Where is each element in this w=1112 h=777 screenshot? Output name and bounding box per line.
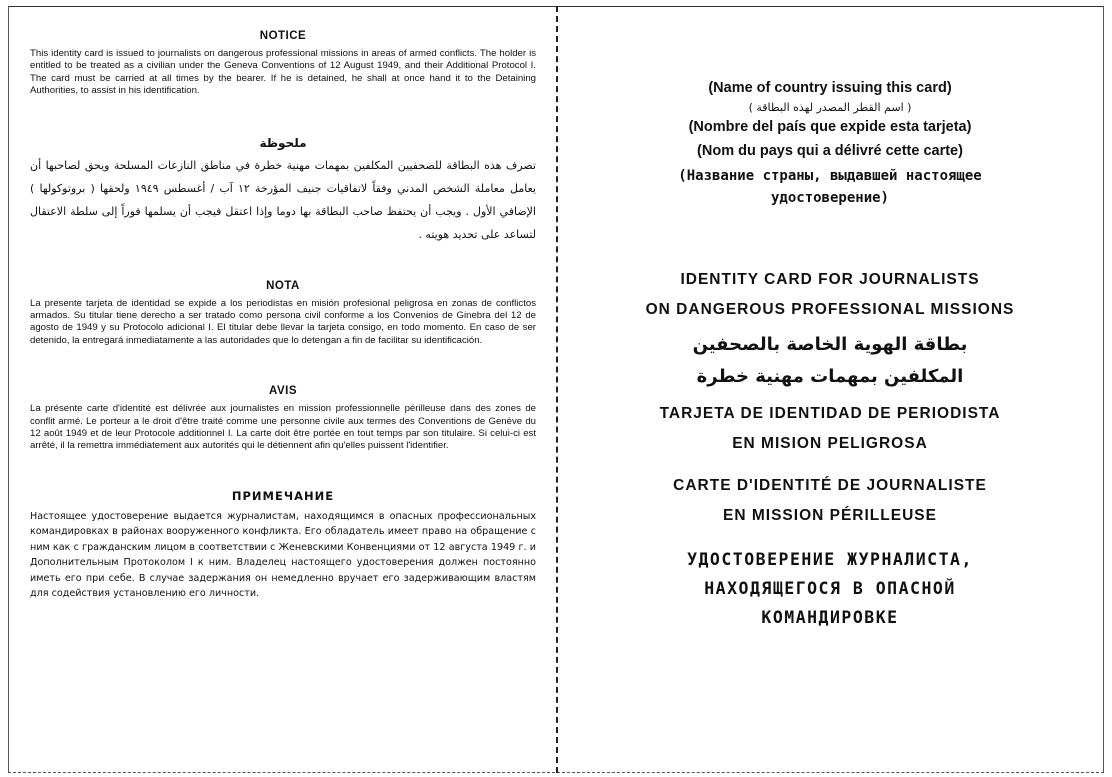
card-border-left [8,6,9,773]
country-name-en: (Name of country issuing this card) [708,80,952,96]
card-title-fr [580,471,1080,531]
notice-french [30,385,536,453]
country-name-ru-line1: (Название страны, выдавшей настоящее [678,168,982,184]
avis-heading: AVIS [269,385,297,398]
card-border-right [1103,6,1104,773]
card-title-ru-line3: КОМАНДИРОВКЕ [761,608,899,627]
card-title-ar-line2: المكلفين بمهمات مهنية خطرة [696,366,964,387]
title-page [580,80,1080,632]
notice-page [30,30,536,602]
notice-russian [30,489,536,602]
notice-spanish [30,280,536,348]
card-title-fr-line1: CARTE D'IDENTITÉ DE JOURNALISTE [673,477,987,494]
nota-heading: NOTA [266,279,300,292]
card-title-es-line2: EN MISION PELIGROSA [732,435,928,452]
card-title-ar [580,329,1080,393]
country-name-fr: (Nom du pays qui a délivré cette carte) [697,143,963,159]
fold-line [556,6,558,773]
country-name-ru-line2: удостоверение) [770,190,889,206]
card-title-en-line2: ON DANGEROUS PROFESSIONAL MISSIONS [645,301,1015,318]
card-title-en-line1: IDENTITY CARD FOR JOURNALISTS [680,271,980,288]
card-title-es [580,399,1080,459]
primechanie-heading: ПРИМЕЧАНИЕ [231,488,335,503]
card-title-ar-line1: بطاقة الهوية الخاصة بالصحفين [692,334,968,355]
country-name-es: (Nombre del país que expide esta tarjeta) [688,119,972,135]
country-name-ar: ( اسم القطر المصدر لهذه البطاقة ) [748,101,912,114]
notice-text: This identity card is issued to journalists on dangerous professional missions in areas of armed conflicts. The holder is entitled to be treated as a civilian under the Geneva Conventions of 12 August 1949, and their Additional Protocol I. The card must be carried at all times by the bearer. If he is detained, he shall at once hand it to the Detaining Authorities, to assist in his identification. [30,48,536,97]
card-title-ru-line2: НАХОДЯЩЕГОСЯ В ОПАСНОЙ [704,579,956,598]
card-title-es-line1: TARJETA DE IDENTIDAD DE PERIODISTA [659,405,1001,422]
notice-arabic-text: تصرف هذه البطاقة للصحفيين المكلفين بمهمات مهنية خطرة في مناطق النازعات المسلحة ويحق لصاحبها أن يعامل معاملة الشخص المدني وفقاً لاتفاقيات جنيف المؤرخة ١٢ آب / أغسطس ١٩٤٩ ولحقها ( بروتوكولها ) الإضافي الأول . ويجب أن يحتفظ صاحب البطاقة بها دوما وإذا اعتقل فيجب أن يسلمها فوراً إلى سلطة الاعتقال لتساعد على تحديد هويته . [30,158,536,241]
nota-text: La presente tarjeta de identidad se expide a los periodistas en misión profesional peligrosa en zonas de conflictos armados. Su titular tiene derecho a ser tratado como persona civil conforme a los Convenios de Ginebra del 12 de agosto de 1949 y su Protocolo adicional I. El titular debe llevar la tarjeta consigo, en todo momento. En caso de ser detenido, la entregará inmediatamente a las autoridades que lo detengan a fin de facilitar su identificación. [30,297,536,346]
card-title-fr-line2: EN MISSION PÉRILLEUSE [723,507,937,524]
avis-text: La présente carte d'identité est délivrée aux journalistes en mission professionnelle périlleuse dans des zones de conflit armé. Le porteur a le droit d'être traité comme une personne civile aux termes des Conventions de Genève du 12 août 1949 et de leur Protocole additionnel I. La carte doit être portée en tout temps par son titulaire. Si celui-ci est arrêté, il la remettra immédiatement aux autorités qui le détiennent afin qu'elles puissent l'identifier. [30,403,536,452]
card-title-ru-line1: УДОСТОВЕРЕНИЕ ЖУРНАЛИСТА, [687,550,973,569]
notice-english [30,30,536,98]
notice-heading: NOTICE [259,30,307,42]
card-title-en [580,265,1080,325]
notice-arabic-heading: ملحوظة [259,135,307,150]
notice-arabic [30,136,536,246]
card-title-ru [580,545,1080,632]
primechanie-text: Настоящее удостоверение выдается журналистам, находящимся в опасных профессиональных командировках в районах вооруженного конфликта. Его обладатель имеет право на обращение с ним как с гражданским лицом в соответствии с Женевскими Конвенциями от 12 августа 1949 г. и Дополнительным Протоколом I к ним. Владелец настоящего удостоверения должен постоянно иметь его при себе. В случае задержания он немедленно вручает его задерживающим властям для содействия установлению его личности. [30,510,536,600]
